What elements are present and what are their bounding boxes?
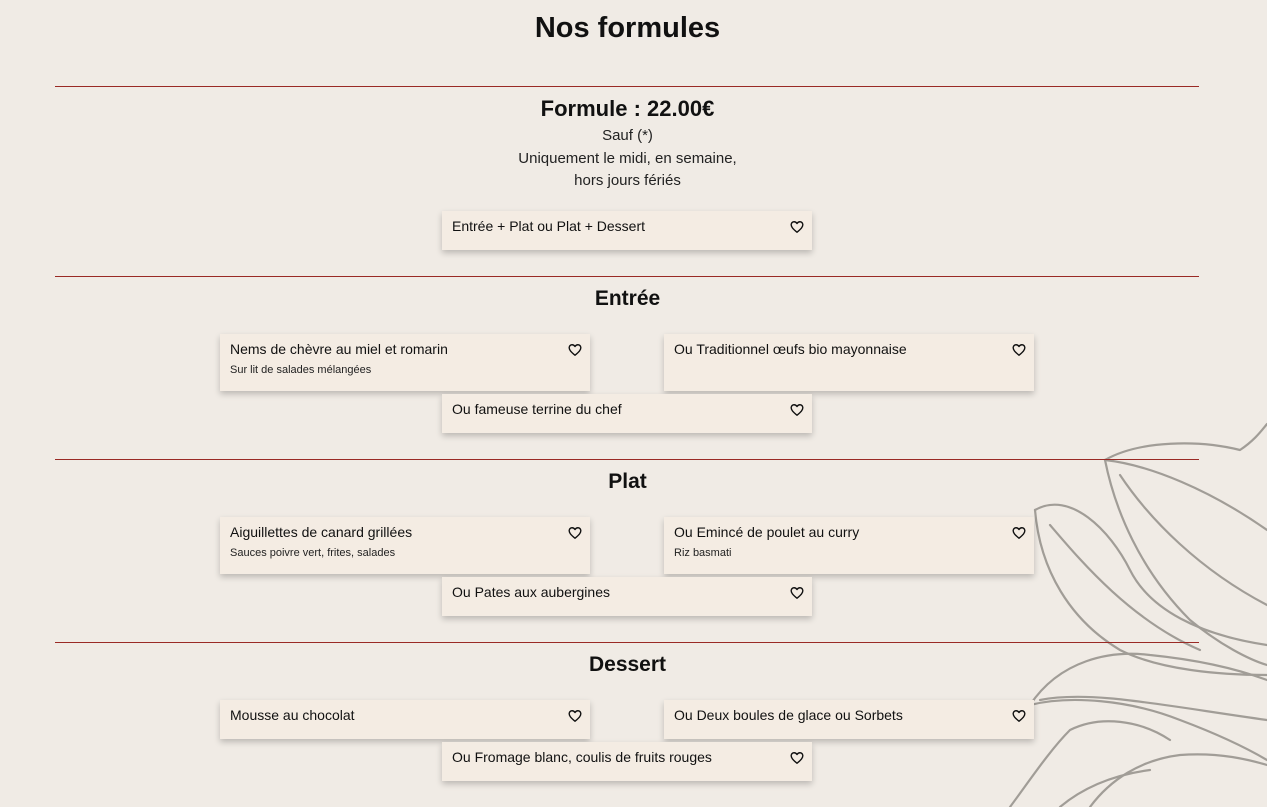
section-divider: [55, 642, 1199, 643]
heart-outline-icon[interactable]: [568, 526, 582, 540]
menu-item-subtitle: Riz basmati: [674, 547, 732, 559]
menu-item-title: Ou Fromage blanc, coulis de fruits rouges: [452, 749, 712, 765]
heart-outline-icon[interactable]: [790, 751, 804, 765]
menu-item-title: Ou Pates aux aubergines: [452, 584, 610, 600]
heart-outline-icon[interactable]: [1012, 343, 1026, 357]
menu-item-subtitle: Sur lit de salades mélangées: [230, 364, 372, 376]
menu-item-subtitle: Sauces poivre vert, frites, salades: [230, 547, 396, 559]
section-divider: [55, 86, 1199, 87]
menu-item-card: [220, 334, 590, 391]
menu-item-card: [220, 517, 590, 574]
heart-outline-icon[interactable]: [568, 343, 582, 357]
menu-item-title: Ou Deux boules de glace ou Sorbets: [674, 707, 903, 723]
entree-title: Entrée: [594, 287, 661, 310]
heart-outline-icon[interactable]: [1012, 526, 1026, 540]
menu-item-card: [442, 394, 812, 433]
heart-outline-icon[interactable]: [790, 586, 804, 600]
menu-item-card: [442, 577, 812, 616]
page-title: Nos formules: [534, 12, 721, 44]
menu-item-title: Ou Traditionnel œufs bio mayonnaise: [674, 341, 907, 357]
heart-outline-icon[interactable]: [790, 220, 804, 234]
dessert-title: Dessert: [588, 653, 667, 676]
menu-item-card: [664, 334, 1034, 391]
section-divider: [55, 459, 1199, 460]
formule-note: Uniquement le midi, en semaine,: [518, 150, 737, 167]
menu-item-card: [442, 211, 812, 250]
menu-item-title: Mousse au chocolat: [230, 707, 355, 723]
menu-item-card: [442, 742, 812, 781]
menu-item-title: Ou Emincé de poulet au curry: [674, 524, 860, 540]
menu-item-title: Ou fameuse terrine du chef: [452, 401, 622, 417]
menu-item-card: [664, 700, 1034, 739]
menu-item-title: Aiguillettes de canard grillées: [230, 524, 413, 540]
heart-outline-icon[interactable]: [568, 709, 582, 723]
formule-title: Formule : 22.00€: [540, 96, 715, 121]
formule-note: hors jours fériés: [574, 172, 681, 189]
menu-item-title: Entrée + Plat ou Plat + Dessert: [452, 218, 645, 234]
menu-item-title: Nems de chèvre au miel et romarin: [230, 341, 448, 357]
heart-outline-icon[interactable]: [790, 403, 804, 417]
section-divider: [55, 276, 1199, 277]
plat-title: Plat: [608, 470, 647, 493]
menu-item-card: [220, 700, 590, 739]
heart-outline-icon[interactable]: [1012, 709, 1026, 723]
formule-note: Sauf (*): [602, 127, 653, 144]
menu-item-card: [664, 517, 1034, 574]
